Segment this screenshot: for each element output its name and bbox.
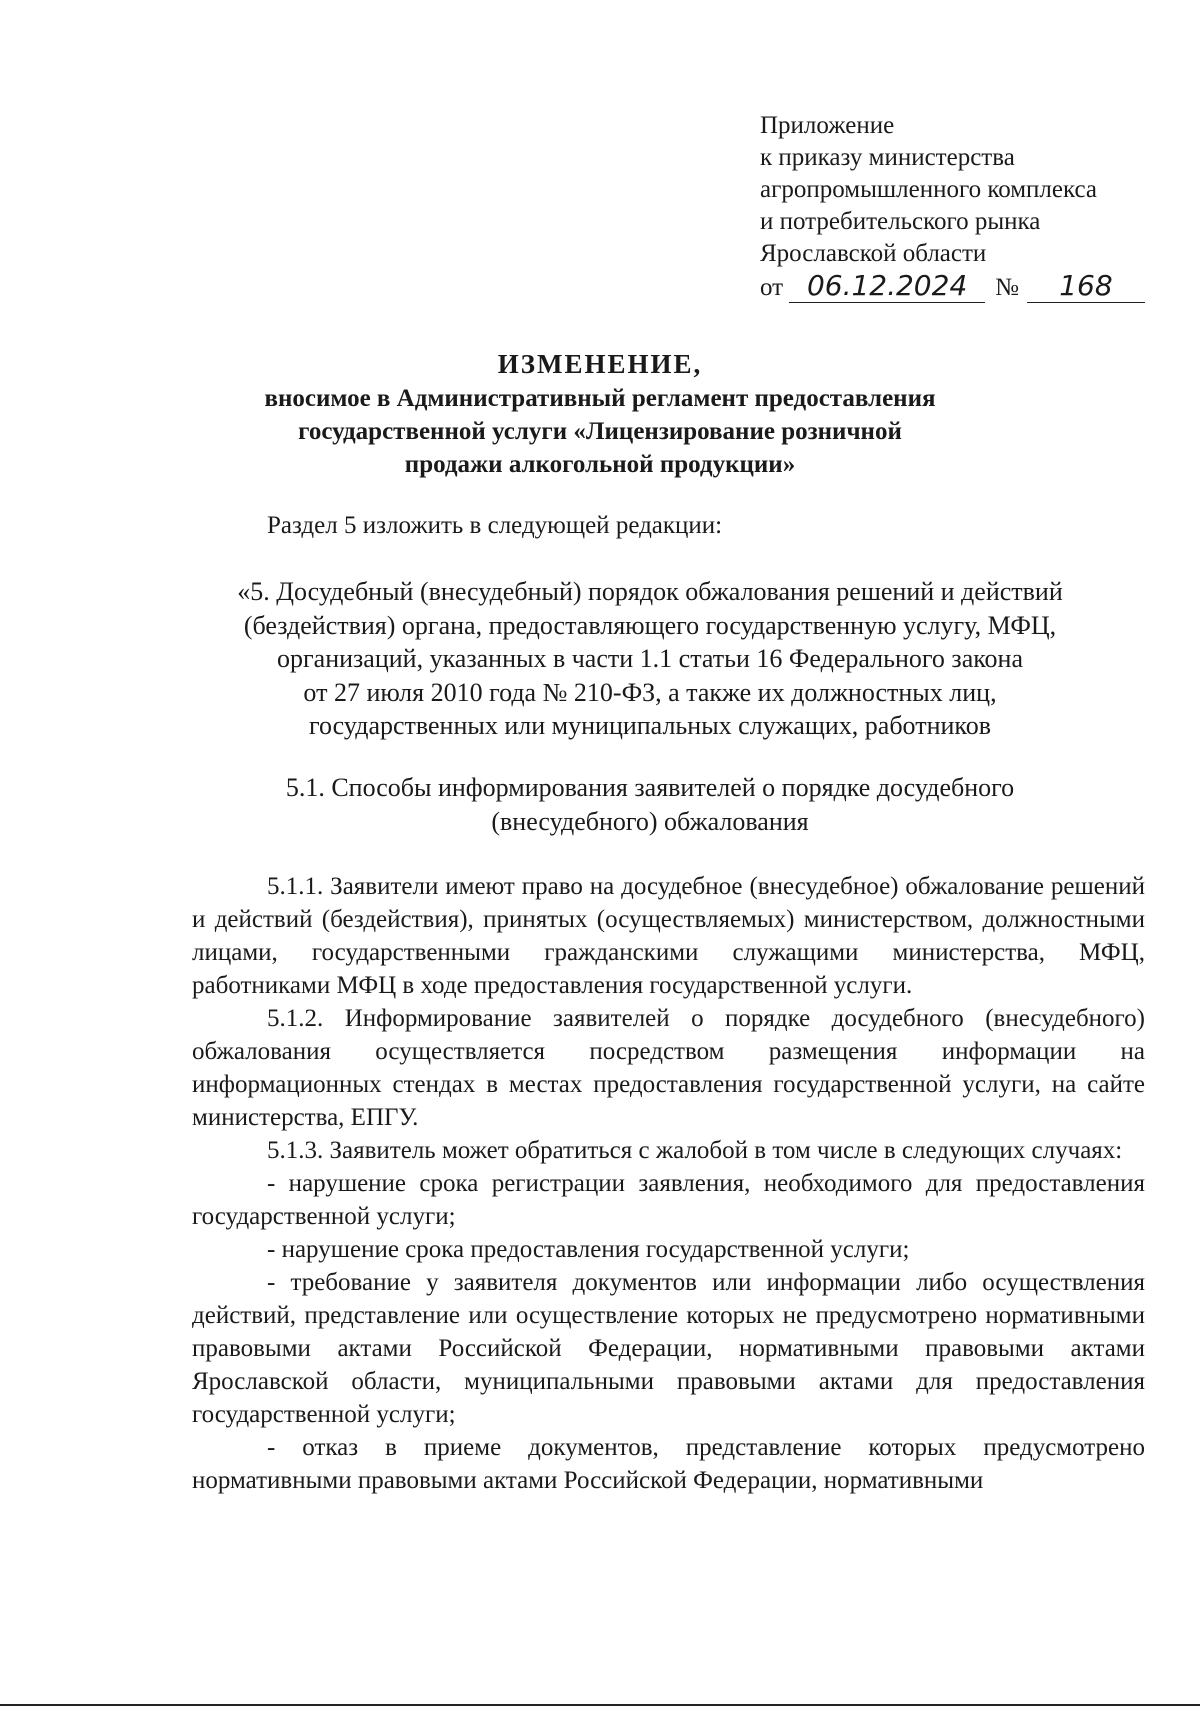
list-item: - отказ в приеме документов, представление которых предусмотрено нормативными правовыми актами Российской Федерации, нормативными [192,1434,1145,1494]
list-item: - требование у заявителя документов или информации либо осуществления действий, представление или осуществление которых не предусмотрено нормативными правовыми актами Российской Федерации, нормативными правовыми актами Ярославской области, муниципальными правовыми актами для предоставления государственной услуги; [192,1269,1145,1428]
subsection-heading [160,771,1140,838]
paragraph: 5.1.1. Заявители имеют право на досудебное (внесудебное) обжалование решений и действий (бездействия), принятых (осуществляемых) министерством, должностными лицами, государственными гражданскими служащими министерства, МФЦ, работниками МФЦ в ходе предоставления государственной услуги. [192,873,1145,999]
list-item: - нарушение срока предоставления государственной услуги; [267,1236,910,1263]
list-item: - нарушение срока регистрации заявления, необходимого для предоставления государственной услуги; [192,1170,1145,1230]
section-heading-line: организаций, указанных в части 1.1 статьи 16 Федерального закона [276,644,1023,673]
paragraph: 5.1.2. Информирование заявителей о порядке досудебного (внесудебного) обжалования осуществляется посредством размещения информации на информационных стендах в местах предоставления государственной услуги, на сайте министерства, ЕПГУ. [192,1005,1145,1131]
appendix-line: к приказу министерства [760,144,1015,171]
subsection-heading-line: (внесудебного) обжалования [491,806,809,836]
title-sub-line: продажи алкогольной продукции» [404,451,796,478]
document-body [192,870,1145,1497]
number-sign: № [995,274,1019,301]
scan-bottom-edge-line [0,1704,1200,1706]
section-heading-line: (бездействия) органа, предоставляющего государственную услугу, МФЦ, [243,610,1057,640]
document-title [150,346,1050,481]
appendix-block [760,110,1145,304]
section-heading [160,575,1140,743]
section-heading-line: государственных или муниципальных служащих, работников [309,711,991,740]
appendix-line: и потребительского рынка [760,208,1041,235]
appendix-line: Приложение [760,112,895,139]
title-sub-line: государственной услуги «Лицензирование розничной [298,418,902,445]
handwritten-number: 168 [1027,270,1145,303]
appendix-line: агропромышленного комплекса [760,176,1098,203]
section-heading-line: «5. Досудебный (внесудебный) порядок обжалования решений и действий [237,577,1063,606]
title-main: ИЗМЕНЕНИЕ, [497,349,703,379]
date-prefix: от [760,274,784,301]
paragraph: 5.1.3. Заявитель может обратиться с жалобой в том числе в следующих случаях: [267,1137,1123,1164]
handwritten-date: 06.12.2024 [789,270,985,303]
subsection-heading-line: 5.1. Способы информирования заявителей о порядке досудебного [285,773,1015,802]
title-sub-line: вносимое в Административный регламент предоставления [264,385,936,412]
appendix-line: Ярославской области [760,240,987,267]
intro-text: Раздел 5 изложить в следующей редакции: [267,512,723,539]
section-heading-line: от 27 июля 2010 года № 210-ФЗ, а также их должностных лиц, [303,677,997,707]
order-date-number-line [760,270,1145,304]
